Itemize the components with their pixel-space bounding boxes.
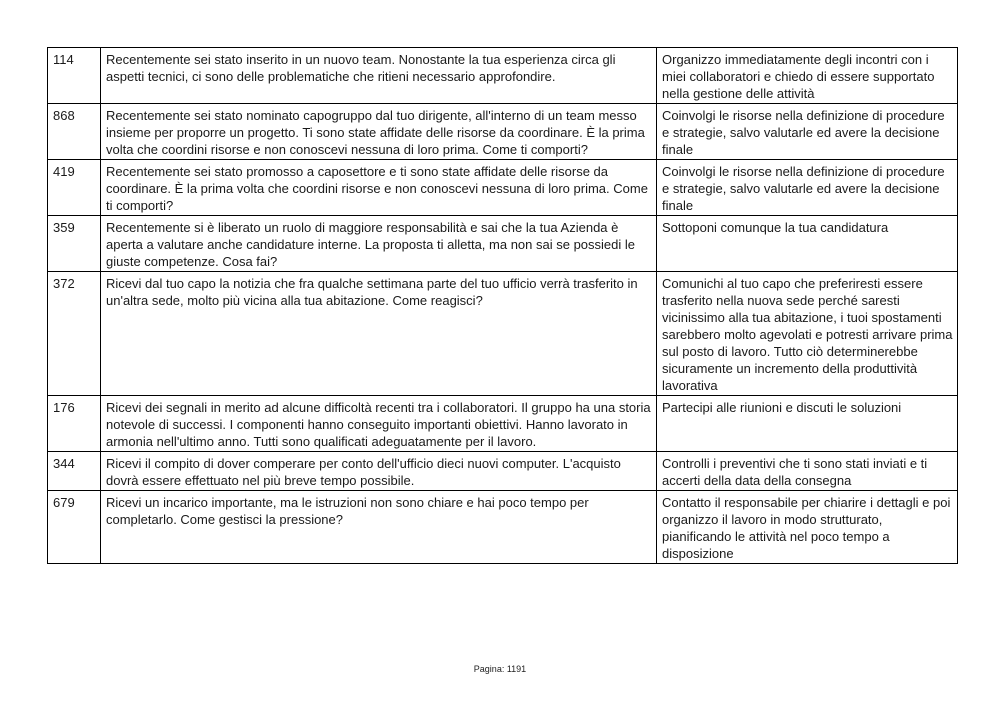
table-row: [48, 452, 958, 491]
question-id: 176: [48, 396, 101, 452]
table-row: [48, 104, 958, 160]
question-text: Recentemente sei stato nominato capogruppo dal tuo dirigente, all'interno di un team messo insieme per proporre un progetto. Ti sono state affidate delle risorse da coordinare. È la prima volta che coordini risorse e non conoscevi nessuna di loro prima. Come ti comporti?: [101, 104, 657, 160]
answer-text: Organizzo immediatamente degli incontri con i miei collaboratori e chiedo di essere supportato nella gestione delle attività: [657, 48, 958, 104]
question-text: Ricevi dal tuo capo la notizia che fra qualche settimana parte del tuo ufficio verrà trasferito in un'altra sede, molto più vicina alla tua abitazione. Come reagisci?: [101, 272, 657, 396]
answer-text: Partecipi alle riunioni e discuti le soluzioni: [657, 396, 958, 452]
question-id: 372: [48, 272, 101, 396]
table-row: [48, 216, 958, 272]
question-text: Ricevi il compito di dover comperare per conto dell'ufficio dieci nuovi computer. L'acquisto dovrà essere effettuato nel più breve tempo possibile.: [101, 452, 657, 491]
questions-table: [47, 47, 958, 564]
question-id: 868: [48, 104, 101, 160]
question-id: 114: [48, 48, 101, 104]
question-id: 359: [48, 216, 101, 272]
table-row: [48, 272, 958, 396]
question-id: 679: [48, 491, 101, 564]
page-number: Pagina: 1191: [473, 664, 527, 674]
question-id: 344: [48, 452, 101, 491]
question-id: 419: [48, 160, 101, 216]
answer-text: Sottoponi comunque la tua candidatura: [657, 216, 958, 272]
answer-text: Comunichi al tuo capo che preferiresti essere trasferito nella nuova sede perché saresti vicinissimo alla tua abitazione, i tuoi spostamenti sarebbero molto agevolati e potresti arrivare prima sul posto di lavoro. Tutto ciò determinerebbe sicuramente un incremento della produttività lavorativa: [657, 272, 958, 396]
answer-text: Coinvolgi le risorse nella definizione di procedure e strategie, salvo valutarle ed avere la decisione finale: [657, 104, 958, 160]
question-text: Recentemente si è liberato un ruolo di maggiore responsabilità e sai che la tua Azienda è aperta a valutare anche candidature interne. La proposta ti alletta, ma non sai se possiedi le giuste competenze. Cosa fai?: [101, 216, 657, 272]
question-text: Recentemente sei stato promosso a caposettore e ti sono state affidate delle risorse da coordinare. È la prima volta che coordini risorse e non conoscevi nessuna di loro prima. Come ti comporti?: [101, 160, 657, 216]
answer-text: Controlli i preventivi che ti sono stati inviati e ti accerti della data della consegna: [657, 452, 958, 491]
question-text: Ricevi dei segnali in merito ad alcune difficoltà recenti tra i collaboratori. Il gruppo ha una storia notevole di successi. I componenti hanno conseguito importanti obiettivi. Hanno lavorato in armonia nell'ultimo anno. Tutti sono qualificati adeguatamente per il lavoro.: [101, 396, 657, 452]
table-row: [48, 160, 958, 216]
answer-text: Coinvolgi le risorse nella definizione di procedure e strategie, salvo valutarle ed avere la decisione finale: [657, 160, 958, 216]
question-text: Ricevi un incarico importante, ma le istruzioni non sono chiare e hai poco tempo per completarlo. Come gestisci la pressione?: [101, 491, 657, 564]
answer-text: Contatto il responsabile per chiarire i dettagli e poi organizzo il lavoro in modo strutturato, pianificando le attività nel poco tempo a disposizione: [657, 491, 958, 564]
question-text: Recentemente sei stato inserito in un nuovo team. Nonostante la tua esperienza circa gli aspetti tecnici, ci sono delle problematiche che ritieni necessario approfondire.: [101, 48, 657, 104]
table-row: [48, 396, 958, 452]
table-row: [48, 491, 958, 564]
table-row: [48, 48, 958, 104]
